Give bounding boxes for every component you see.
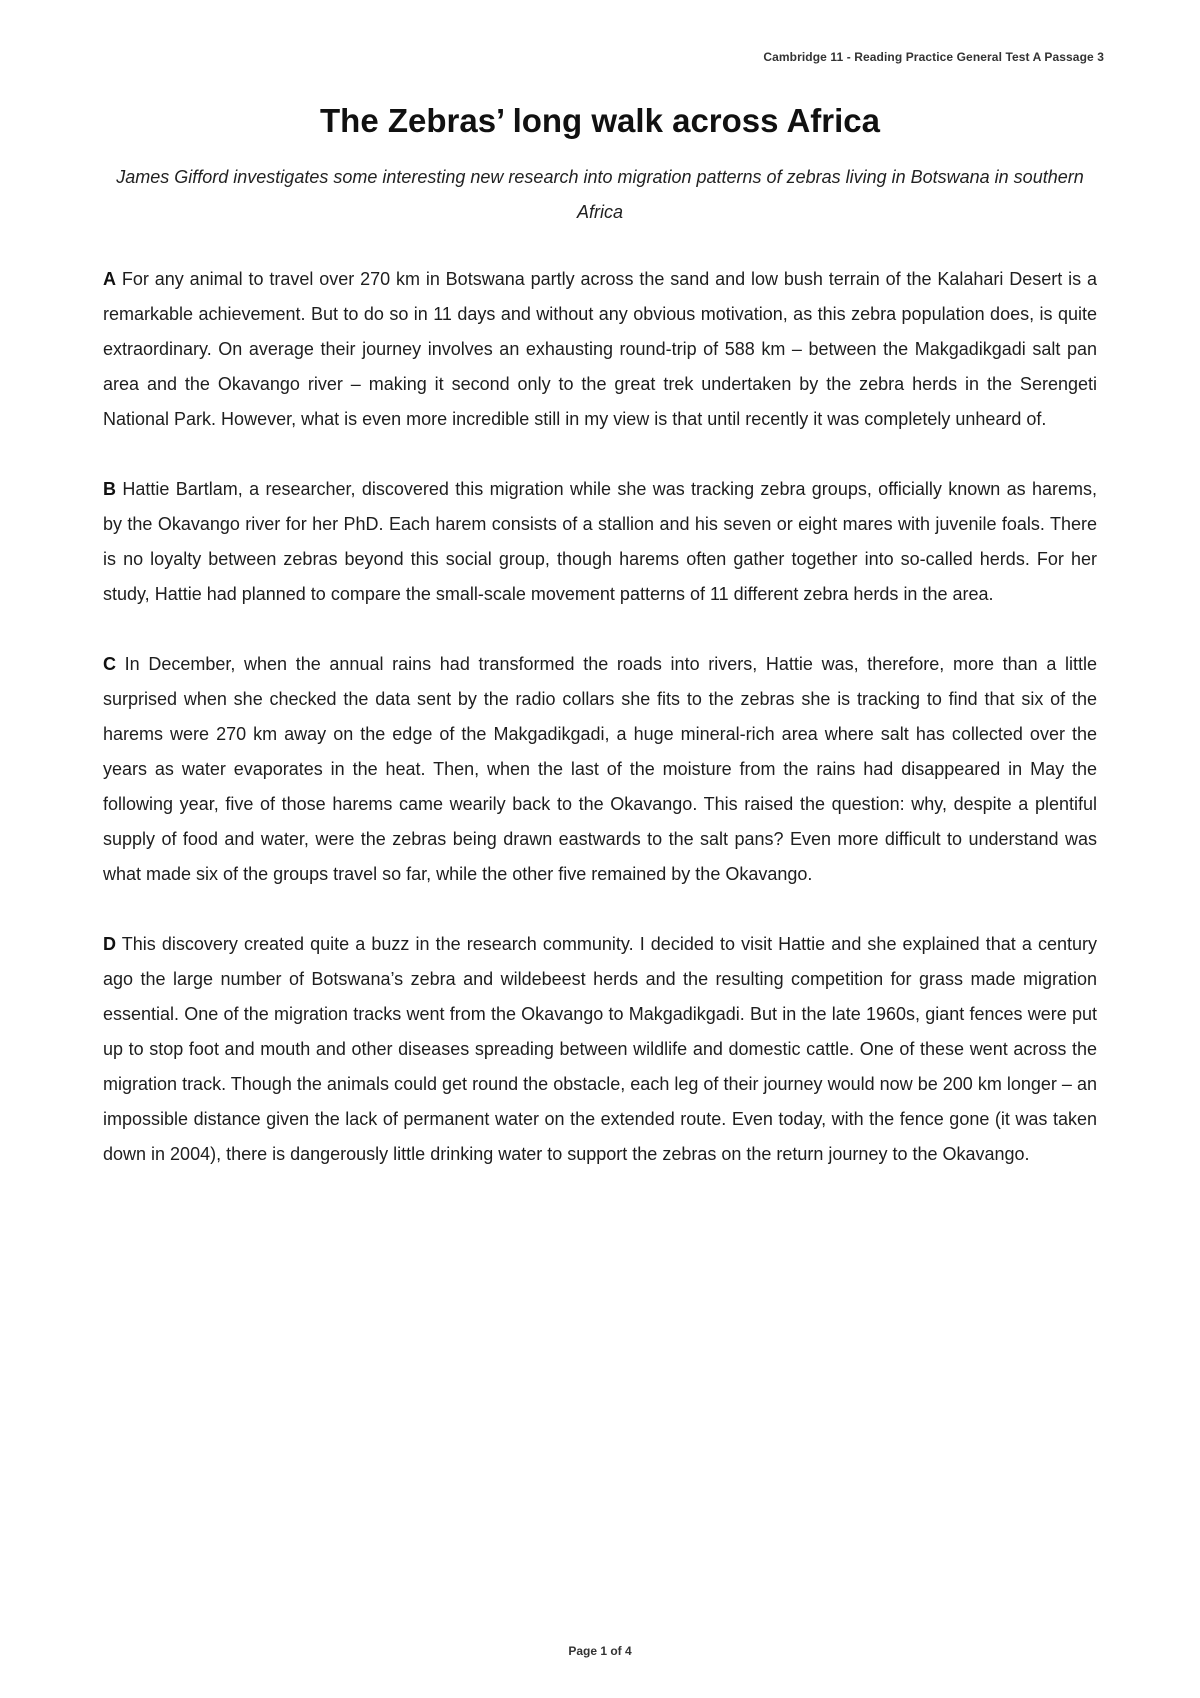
paragraph-b <box>103 472 1097 612</box>
page-number: Page 1 of 4 <box>568 1644 632 1658</box>
paragraph-a <box>103 262 1097 437</box>
paragraph-text: For any animal to travel over 270 km in Botswana partly across the sand and low bush terrain of the Kalahari Desert is a remarkable achievement. But to do so in 11 days and without any obvious motivation, as this zebra population does, is quite extraordinary. On average their journey involves an exhausting round-trip of 588 km – between the Makgadikgadi salt pan area and the Okavango river – making it second only to the great trek undertaken by the zebra herds in the Serengeti National Park. However, what is even more incredible still in my view is that until recently it was completely unheard of. <box>103 269 1097 429</box>
paragraph-text: In December, when the annual rains had transformed the roads into rivers, Hattie was, therefore, more than a little surprised when she checked the data sent by the radio collars she fits to the zebras she is tracking to find that six of the harems were 270 km away on the edge of the Makgadikgadi, a huge mineral-rich area where salt has collected over the years as water evaporates in the heat. Then, when the last of the moisture from the rains had disappeared in May the following year, five of those harems came wearily back to the Okavango. This raised the question: why, despite a plentiful supply of food and water, were the zebras being drawn eastwards to the salt pans? Even more difficult to understand was what made six of the groups travel so far, while the other five remained by the Okavango. <box>103 654 1097 884</box>
paragraph-letter: C <box>103 654 116 674</box>
article-body <box>103 262 1097 1207</box>
paragraph-text: Hattie Bartlam, a researcher, discovered this migration while she was tracking zebra groups, officially known as harems, by the Okavango river for her PhD. Each harem consists of a stallion and his seven or eight mares with juvenile foals. There is no loyalty between zebras beyond this social group, though harems often gather together into so-called herds. For her study, Hattie had planned to compare the small-scale movement patterns of 11 different zebra herds in the area. <box>103 479 1097 604</box>
paragraph-text: This discovery created quite a buzz in the research community. I decided to visit Hattie and she explained that a century ago the large number of Botswana’s zebra and wildebeest herds and the resulting competition for grass made migration essential. One of the migration tracks went from the Okavango to Makgadikgadi. But in the late 1960s, giant fences were put up to stop foot and mouth and other diseases spreading between wildlife and domestic cattle. One of these went across the migration track. Though the animals could get round the obstacle, each leg of their journey would now be 200 km longer – an impossible distance given the lack of permanent water on the extended route. Even today, with the fence gone (it was taken down in 2004), there is dangerously little drinking water to support the zebras on the return journey to the Okavango. <box>103 934 1097 1164</box>
paragraph-letter: B <box>103 479 116 499</box>
paragraph-letter: A <box>103 269 116 289</box>
article-title: The Zebras’ long walk across Africa <box>320 102 880 139</box>
paragraph-d <box>103 927 1097 1172</box>
paragraph-letter: D <box>103 934 116 954</box>
paragraph-c <box>103 647 1097 892</box>
running-header: Cambridge 11 - Reading Practice General Test A Passage 3 <box>763 50 1104 64</box>
article-subtitle: James Gifford investigates some interesting new research into migration patterns of zebras living in Botswana in southern Africa <box>116 167 1084 222</box>
